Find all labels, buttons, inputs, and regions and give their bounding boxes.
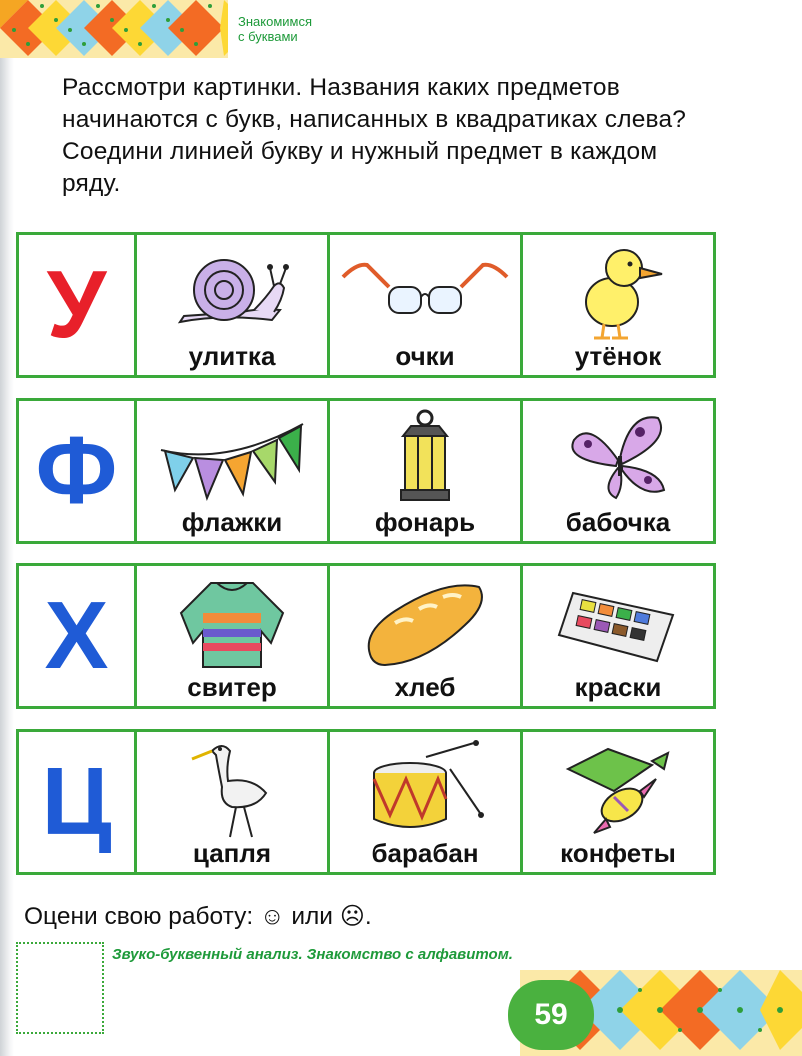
letter-box-u[interactable] (16, 232, 137, 378)
letter-f: Ф (35, 417, 118, 524)
frown-icon[interactable]: ☹ (339, 903, 365, 930)
letter-u: У (46, 251, 107, 358)
sweater-icon (173, 573, 291, 673)
glasses-icon (337, 257, 513, 327)
item-duckling[interactable] (520, 232, 716, 378)
word-baraban: барабан (371, 838, 479, 868)
item-candies[interactable] (520, 729, 716, 875)
item-lantern[interactable] (327, 398, 523, 544)
letter-box-f[interactable] (16, 398, 137, 544)
word-caplya: цапля (192, 838, 272, 868)
word-utenok: утёнок (574, 341, 662, 371)
letter-box-ts[interactable] (16, 729, 137, 875)
item-sweater[interactable] (134, 563, 330, 709)
assessment-box[interactable] (16, 942, 104, 1034)
assessment-text: Оцени свою работу: (24, 903, 254, 930)
item-bread[interactable] (327, 563, 523, 709)
word-flazhki: флажки (181, 507, 283, 537)
instruction-line-4: ряду. (62, 170, 121, 197)
letter-box-h[interactable] (16, 563, 137, 709)
word-konfety: конфеты (560, 838, 676, 868)
page-edge (0, 0, 14, 1056)
flags-icon (157, 410, 307, 506)
word-ulitka: улитка (188, 341, 276, 371)
paints-icon (553, 575, 683, 671)
bread-icon (355, 573, 495, 673)
topic-footer: Звуко-буквенный анализ. Знакомство с алфавитом. (112, 946, 513, 963)
item-paints[interactable] (520, 563, 716, 709)
section-label-line1: Знакомимся (238, 14, 313, 29)
instruction-line-3: Соедини линией букву и нужный предмет в каждом (62, 138, 658, 165)
item-heron[interactable] (134, 729, 330, 875)
letter-ts: Ц (41, 748, 112, 855)
word-babochka: бабочка (565, 507, 671, 537)
word-kraski: краски (574, 672, 662, 702)
row-u (16, 232, 716, 378)
assessment-or: или (291, 903, 333, 930)
item-flags[interactable] (134, 398, 330, 544)
section-label (238, 14, 312, 44)
item-butterfly[interactable] (520, 398, 716, 544)
word-ochki: очки (395, 341, 455, 371)
section-label-line2: с буквами (238, 29, 298, 44)
snail-icon (162, 250, 302, 334)
item-drum[interactable] (327, 729, 523, 875)
instruction-line-2: начинаются с букв, написанных в квадратиках слева? (62, 106, 687, 133)
row-ts (16, 729, 716, 875)
self-assessment (24, 902, 372, 931)
heron-icon (182, 737, 282, 841)
word-fonar: фонарь (374, 507, 476, 537)
decorative-band-top (0, 0, 228, 58)
assessment-end: . (364, 903, 372, 930)
duckling-icon (568, 240, 668, 344)
butterfly-icon (560, 410, 676, 506)
letter-h: Х (44, 582, 109, 689)
instruction-text (62, 72, 722, 200)
row-f (16, 398, 716, 544)
smile-icon[interactable]: ☺ (260, 903, 285, 930)
drum-icon (360, 739, 490, 839)
candies-icon (548, 739, 688, 839)
word-sviter: свитер (187, 672, 277, 702)
item-snail[interactable] (134, 232, 330, 378)
instruction-line-1: Рассмотри картинки. Названия каких предметов (62, 74, 620, 101)
page-number: 59 (508, 980, 594, 1050)
lantern-icon (385, 408, 465, 508)
word-hleb: хлеб (394, 672, 456, 702)
item-glasses[interactable] (327, 232, 523, 378)
row-h (16, 563, 716, 709)
